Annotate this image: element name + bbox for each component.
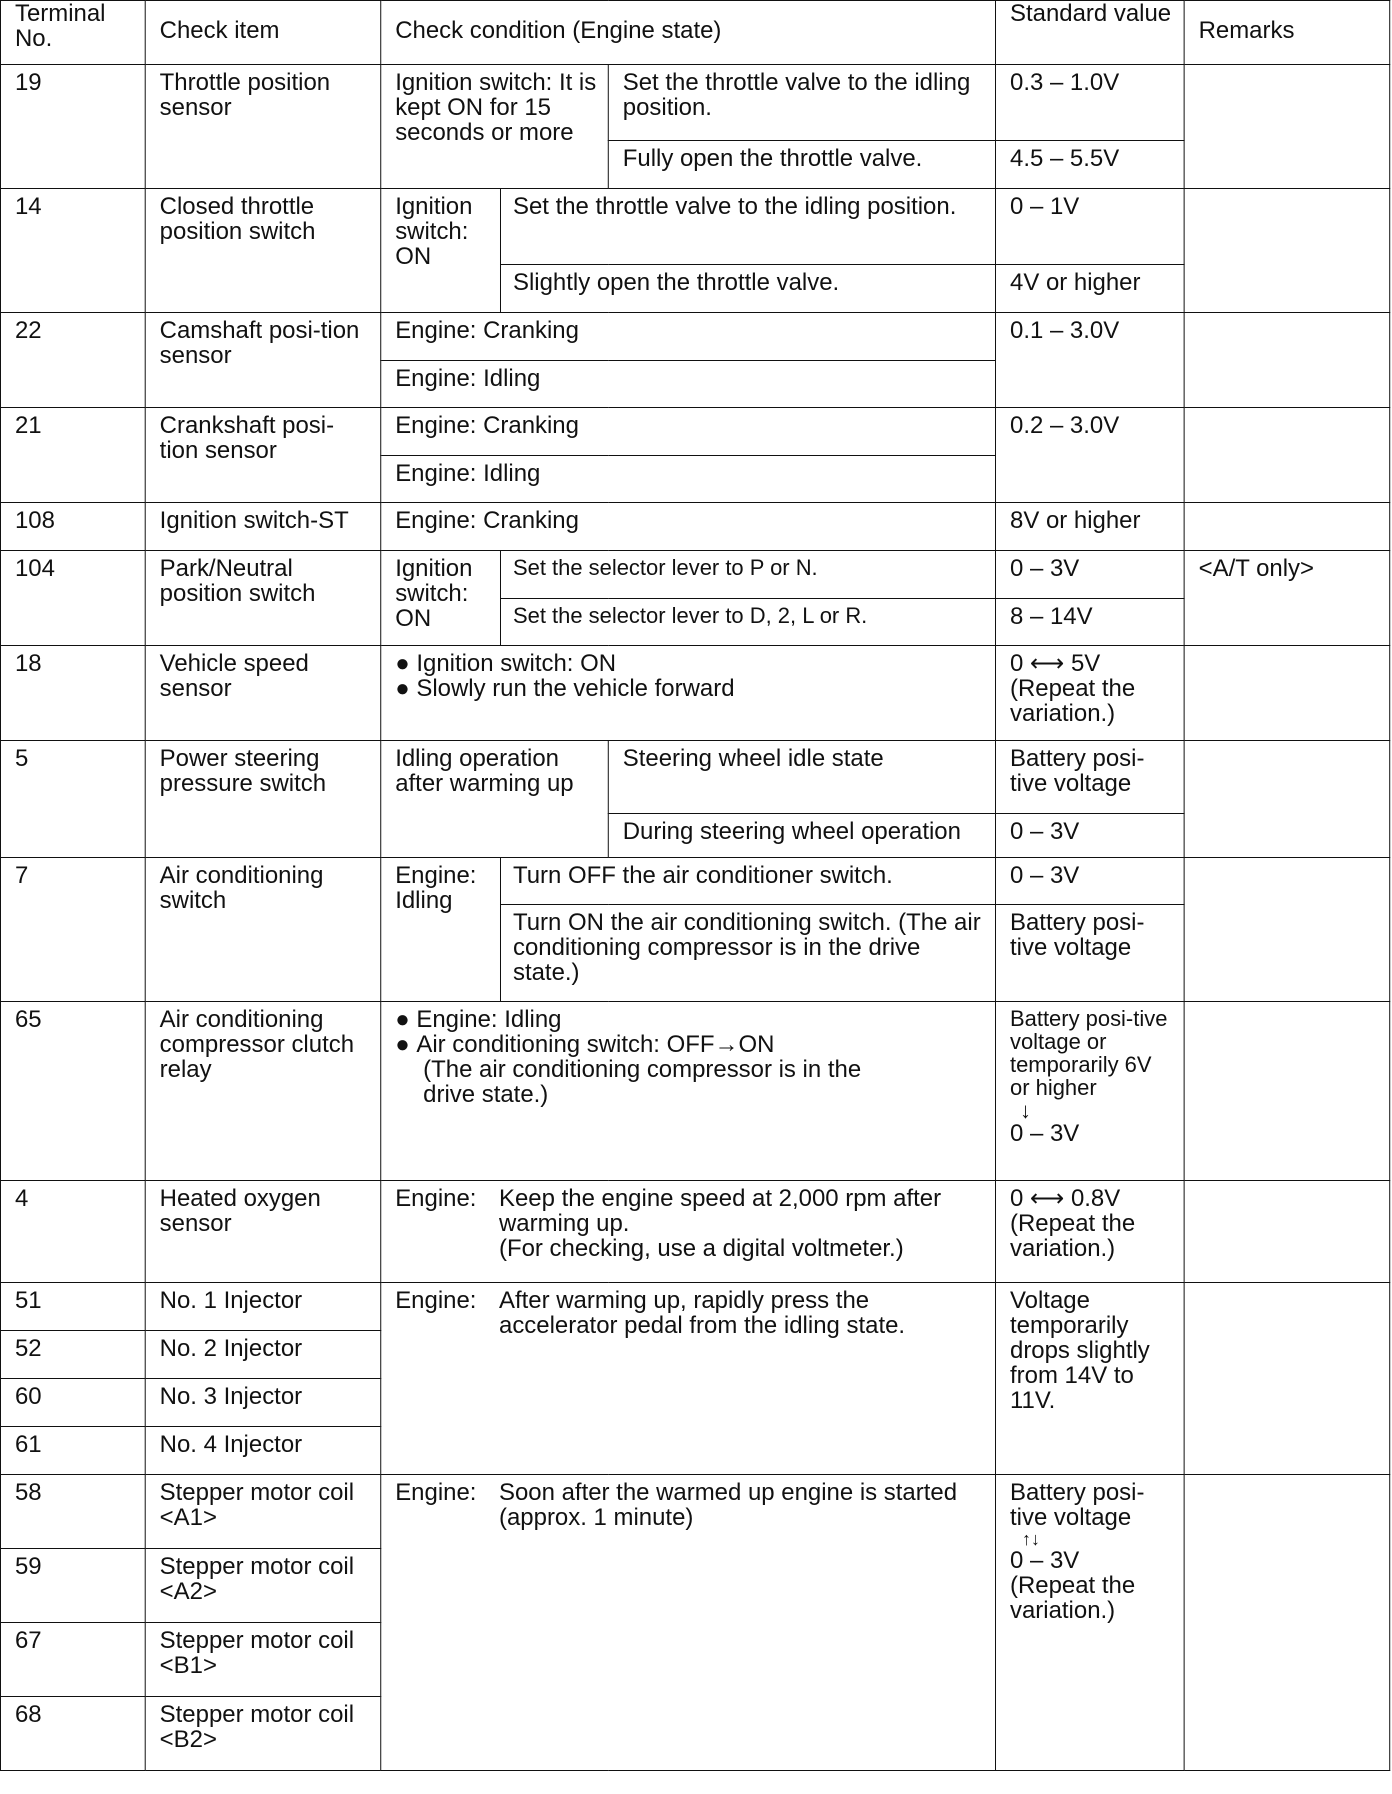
standard-value: 0 ⟷ 5V (Repeat the variation.) <box>996 646 1185 741</box>
condition-label: Engine: <box>395 1479 477 1506</box>
header-terminal: Terminal No. <box>0 1 145 65</box>
check-condition <box>381 1181 996 1283</box>
down-arrow-icon: ↓ <box>1019 1098 1031 1123</box>
sub-condition: Turn OFF the air conditioner switch. <box>500 858 995 905</box>
standard-value: 0.2 – 3.0V <box>996 408 1185 503</box>
standard-value: 8 – 14V <box>996 599 1185 646</box>
check-item: Power steering pressure switch <box>145 741 381 858</box>
check-condition: Engine: Cranking <box>381 313 996 361</box>
terminal-no: 51 <box>0 1283 145 1331</box>
standard-value: 0 – 3V <box>996 551 1185 599</box>
terminal-no: 61 <box>0 1427 145 1475</box>
check-item: Vehicle speed sensor <box>145 646 381 741</box>
remarks <box>1184 1181 1390 1283</box>
sub-condition: During steering wheel operation <box>608 814 995 858</box>
check-condition <box>381 1475 996 1771</box>
sub-condition: Turn ON the air conditioning switch. (The air conditioning compressor is in the drive state.) <box>500 905 995 1002</box>
standard-value <box>996 1475 1185 1771</box>
check-item: Camshaft posi-tion sensor <box>145 313 381 408</box>
standard-value: 0 ⟷ 0.8V (Repeat the variation.) <box>996 1181 1185 1283</box>
remarks <box>1184 503 1390 551</box>
value-text: 0 – 3V <box>1009 1120 1080 1147</box>
condition-label: Engine: <box>395 1185 477 1212</box>
standard-value: 0.1 – 3.0V <box>996 313 1185 408</box>
terminal-no: 22 <box>0 313 145 408</box>
check-condition: Idling operation after warming up <box>381 741 609 858</box>
sub-condition: Steering wheel idle state <box>608 741 995 814</box>
standard-value: 4.5 – 5.5V <box>996 141 1185 189</box>
condition-text <box>499 1186 985 1261</box>
check-item: Closed throttle position switch <box>145 189 381 313</box>
sub-condition: Fully open the throttle valve. <box>608 141 995 189</box>
terminal-no: 19 <box>0 65 145 189</box>
remarks <box>1184 313 1390 408</box>
table-row <box>0 1283 1389 1331</box>
check-item: Stepper motor coil <A1> <box>145 1475 381 1549</box>
check-item: Heated oxygen sensor <box>145 1181 381 1283</box>
remarks <box>1184 408 1390 503</box>
sub-condition: Slightly open the throttle valve. <box>500 265 995 313</box>
remarks <box>1184 1002 1390 1181</box>
condition-text: Soon after the warmed up engine is started (approx. 1 minute) <box>499 1479 958 1531</box>
check-item: Stepper motor coil <B1> <box>145 1623 381 1697</box>
header-row <box>0 1 1389 65</box>
terminal-no: 52 <box>0 1331 145 1379</box>
terminal-no: 108 <box>0 503 145 551</box>
standard-value: Battery posi-tive voltage <box>996 905 1185 1002</box>
terminal-no: 14 <box>0 189 145 313</box>
standard-value <box>996 1002 1185 1181</box>
remarks <box>1184 1475 1390 1771</box>
terminal-no: 59 <box>0 1549 145 1623</box>
terminal-no: 21 <box>0 408 145 503</box>
table-row <box>0 858 1389 905</box>
standard-value: 4V or higher <box>996 265 1185 313</box>
value-text: (Repeat the variation.) <box>1009 1572 1136 1624</box>
check-condition <box>381 646 996 741</box>
value-text: Battery posi-tive voltage <box>1009 1479 1145 1531</box>
remarks <box>1184 189 1390 313</box>
sub-condition: Set the throttle valve to the idling position. <box>608 65 995 141</box>
terminal-no: 5 <box>0 741 145 858</box>
terminal-no: 68 <box>0 1697 145 1771</box>
terminal-no: 4 <box>0 1181 145 1283</box>
check-condition: Engine: Idling <box>381 361 996 408</box>
remarks <box>1184 1283 1390 1475</box>
standard-value: 0.3 – 1.0V <box>996 65 1185 141</box>
table-row <box>0 189 1389 265</box>
terminal-no: 104 <box>0 551 145 646</box>
terminal-no: 65 <box>0 1002 145 1181</box>
check-item: No. 1 Injector <box>145 1283 381 1331</box>
condition-line: (For checking, use a digital voltmeter.) <box>499 1235 904 1262</box>
check-condition <box>381 1002 996 1181</box>
standard-value: 0 – 3V <box>996 814 1185 858</box>
condition-line: Keep the engine speed at 2,000 rpm after warming up. <box>499 1185 942 1237</box>
up-down-arrow-icon: ↑↓ <box>1021 1529 1040 1549</box>
table-row <box>0 1181 1389 1283</box>
terminal-no: 7 <box>0 858 145 1002</box>
header-check-item: Check item <box>145 1 381 65</box>
table-row <box>0 1002 1389 1181</box>
standard-value: Battery posi-tive voltage <box>996 741 1185 814</box>
condition-bullet: ● Air conditioning switch: OFF→ON <box>395 1032 985 1057</box>
check-condition: Ignition switch: It is kept ON for 15 seconds or more <box>381 65 609 189</box>
standard-value: 8V or higher <box>996 503 1185 551</box>
check-item: Air conditioning compressor clutch relay <box>145 1002 381 1181</box>
table-row <box>0 551 1389 599</box>
condition-bullet: ● Slowly run the vehicle forward <box>395 676 985 701</box>
sub-condition: Set the selector lever to D, 2, L or R. <box>500 599 995 646</box>
header-remarks: Remarks <box>1184 1 1390 65</box>
condition-text: After warming up, rapidly press the accelerator pedal from the idling state. <box>499 1287 906 1339</box>
check-condition: Engine: Cranking <box>381 408 996 456</box>
sub-condition: Set the selector lever to P or N. <box>500 551 995 599</box>
terminal-no: 58 <box>0 1475 145 1549</box>
table-row <box>0 408 1389 456</box>
check-item: Ignition switch-ST <box>145 503 381 551</box>
value-text: 0 – 3V <box>1009 1547 1080 1574</box>
check-item: Crankshaft posi-tion sensor <box>145 408 381 503</box>
table-row <box>0 503 1389 551</box>
check-condition: Engine: Cranking <box>381 503 996 551</box>
condition-label: Engine: <box>395 1287 477 1314</box>
table-row <box>0 1475 1389 1549</box>
condition-bullet: ● Engine: Idling <box>395 1007 985 1032</box>
standard-value: Voltage temporarily drops slightly from 14V to 11V. <box>996 1283 1185 1475</box>
remarks: <A/T only> <box>1184 551 1390 646</box>
check-condition: Ignition switch: ON <box>381 551 501 646</box>
sub-condition: Set the throttle valve to the idling position. <box>500 189 995 265</box>
check-condition: Engine: Idling <box>381 456 996 503</box>
remarks <box>1184 741 1390 858</box>
remarks <box>1184 646 1390 741</box>
remarks <box>1184 858 1390 1002</box>
check-item: Park/Neutral position switch <box>145 551 381 646</box>
table-row <box>0 313 1389 361</box>
check-item: No. 4 Injector <box>145 1427 381 1475</box>
standard-value: 0 – 3V <box>996 858 1185 905</box>
check-item: Stepper motor coil <A2> <box>145 1549 381 1623</box>
terminal-no: 60 <box>0 1379 145 1427</box>
check-item: Throttle position sensor <box>145 65 381 189</box>
condition-note: (The air conditioning compressor is in the drive state.) <box>423 1056 862 1108</box>
table-row <box>0 646 1389 741</box>
value-text: Battery posi-tive voltage or temporarily 6V or higher <box>1009 1006 1168 1100</box>
remarks <box>1184 65 1390 189</box>
condition-bullet: ● Ignition switch: ON <box>395 651 985 676</box>
check-item: No. 3 Injector <box>145 1379 381 1427</box>
check-condition: Engine: Idling <box>381 858 501 1002</box>
check-item: No. 2 Injector <box>145 1331 381 1379</box>
check-item: Air conditioning switch <box>145 858 381 1002</box>
header-check-condition: Check condition (Engine state) <box>381 1 996 65</box>
table-row <box>0 741 1389 814</box>
check-condition <box>381 1283 996 1475</box>
terminal-no: 18 <box>0 646 145 741</box>
standard-value: 0 – 1V <box>996 189 1185 265</box>
terminal-no: 67 <box>0 1623 145 1697</box>
check-condition: Ignition switch: ON <box>381 189 501 313</box>
header-standard-value: Standard value <box>996 1 1185 65</box>
check-item: Stepper motor coil <B2> <box>145 1697 381 1771</box>
table-row <box>0 65 1389 141</box>
